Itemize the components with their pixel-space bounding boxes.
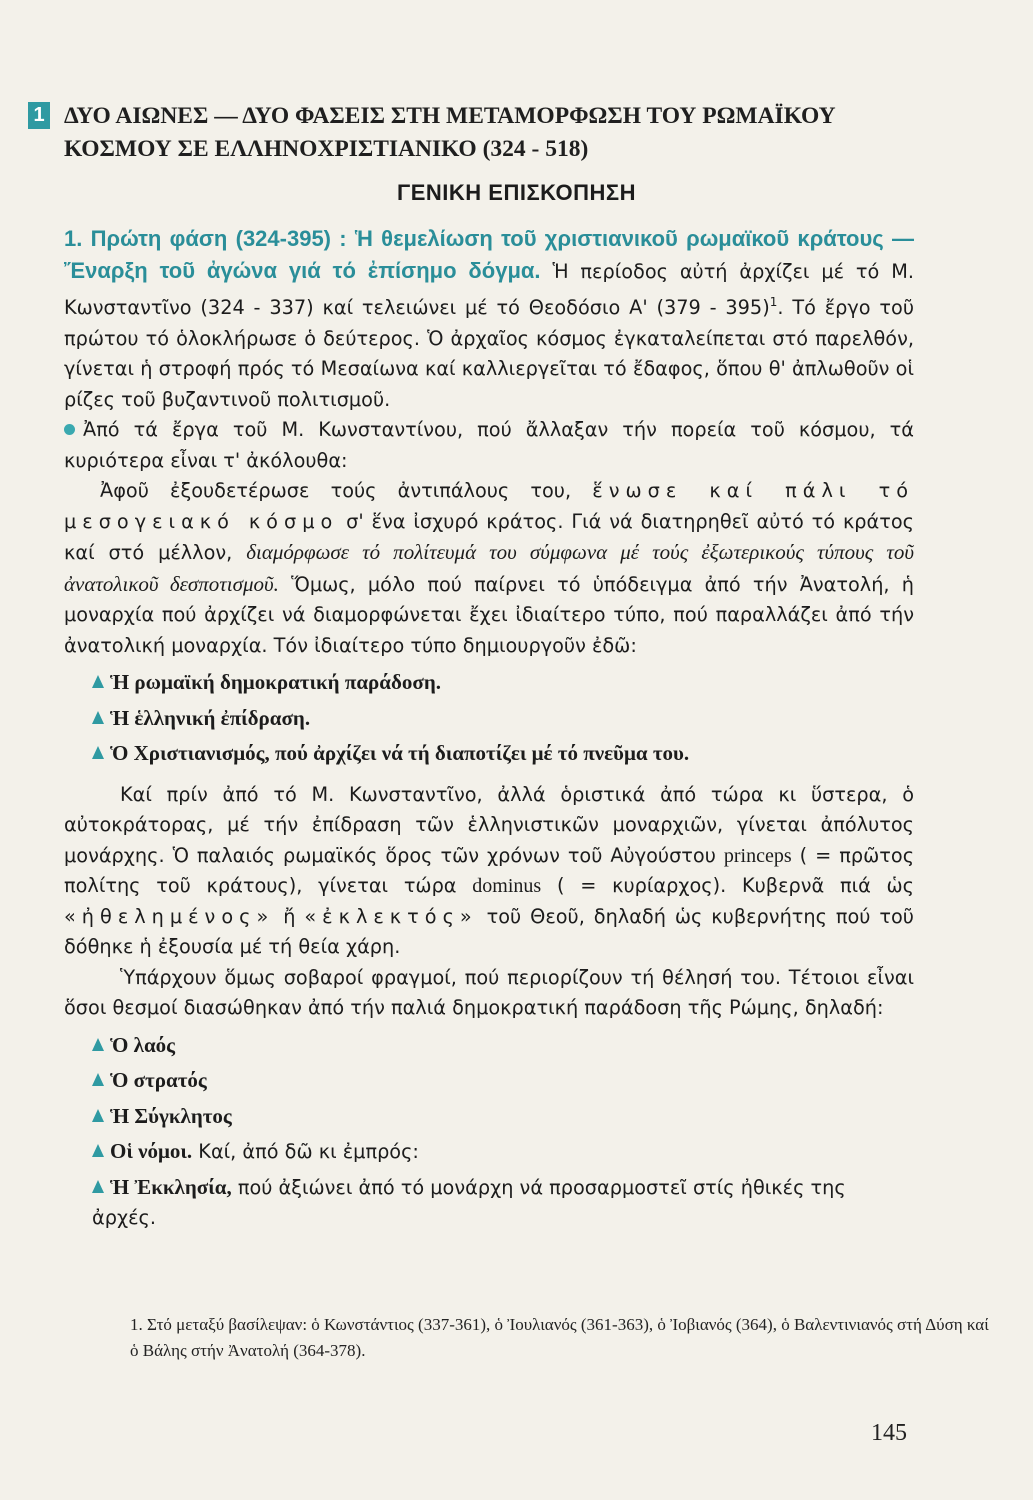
triangle-bullet-icon [92,1109,104,1122]
works-text-b: σ' ἕνα ἰσχυρό κράτος. Γιά νά διατηρηθεῖ αὐτό τό κράτος καί στό μέλλον, [64,509,914,564]
princeps-term: princeps [723,844,792,867]
works-italic-text: διαμόρφωσε τό πολίτευμά του σύμφωνα μέ τούς ἐξωτερικούς τύπους τοῦ ἀνατολικοῦ δεσποτισμοῦ. [64,540,914,596]
list-item: Οἱ νόμοι. Καί, ἀπό δῶ κι ἐμπρός: [64,1136,914,1168]
chapter-title-line2: ΚΟΣΜΟΥ ΣΕ ΕΛΛΗΝΟΧΡΙΣΤΙΑΝΙΚΟ (324 - 518) [64,136,589,162]
triangle-bullet-icon [92,1180,104,1193]
footnote-text: Στό μεταξύ βασίλεψαν: ὁ Κωνστάντιος (337-361), ὁ Ἰουλιανός (361-363), ὁ Ἰοβιανός (364), ὁ Βαλεντινιανός στή Δύση καί ὁ Βάλης στήν Ἀνατολή (364-378). [130,1315,989,1360]
page-number: 145 [871,1420,907,1446]
barriers-paragraph: Ὑπάρχουν ὅμως σοβαροί φραγμοί, πού περιορίζουν τή θέλησή του. Τέτοιοι εἶναι ὅσοι θεσμοί διασώθηκαν ἀπό τήν παλιά δημοκρατική παράδοση τῆς Ρώμης, δηλαδή: [64,965,914,1019]
works-paragraph [64,476,914,661]
triangle-bullet-icon [92,1073,104,1086]
footnote-reference: 1 [769,295,778,309]
barriers-list [64,1030,914,1234]
footnote [80,1312,990,1364]
chosen-term-1: «ἠθελημένος» [64,904,275,928]
list-item: Ἡ Ἐκκλησία, πού ἀξιώνει ἀπό τό μονάρχη νά προσαρμοστεῖ στίς ἠθικές της ἀρχές. [92,1174,846,1229]
phase1-heading: 1. Πρώτη φάση (324-395) : [64,226,347,251]
dominus-term: dominus [472,875,542,897]
section-heading: ΓΕΝΙΚΗ ΕΠΙΣΚΟΠΗΣΗ [396,180,637,205]
list-item: Ἡ Σύγκλητος [64,1101,914,1133]
or-word: ἤ [283,904,296,928]
body-text [64,224,914,1238]
triangle-bullet-icon [92,1038,104,1051]
list-item: Ὁ λαός [64,1030,914,1062]
triangle-bullet-icon [92,746,104,759]
triangle-bullet-icon [92,1144,104,1157]
works-text-c: Ὅμως, μόλο πού παίρνει τό ὑπόδειγμα ἀπό τήν Ἀνατολή, ἡ μοναρχία πού ἀρχίζει νά διαμορφώνεται ἔχει ἰδιαίτερο τύπο, πού παραλλάζει ἀπό τήν ἀνατολική μοναρχία. Τόν ἰδιαίτερο τύπο δημιουργοῦν ἐδῶ: [64,572,914,657]
phase1-intro-a: Ἡ περίοδος αὐτή ἀρχίζει μέ τό Μ. Κωνσταντῖνο (324 - 337) καί τελειώνει μέ τό Θεοδόσιο Α' (379 - 395) [64,259,914,319]
emperor-paragraph [64,780,914,963]
chosen-term-2: «ἐκλεκτός» [304,904,478,928]
list-item: Ὁ Χριστιανισμός, πού ἀρχίζει νά τή διαποτίζει μέ τό πνεῦμα του. [64,738,914,770]
triangle-bullet-icon [92,711,104,724]
emperor-text-c: ( = κυρίαρχος). Κυβερνᾶ πιά ὡς [556,874,914,897]
emperor-text-b: ( = πρῶτος πολίτης τοῦ κράτους), γίνεται τώρα [64,843,915,897]
chapter-title-line1: ΔΥΟ ΑΙΩΝΕΣ — ΔΥΟ ΦΑΣΕΙΣ ΣΤΗ ΜΕΤΑΜΟΡΦΩΣΗ ΤΟΥ ΡΩΜΑΪΚΟΥ [64,103,836,129]
chapter-title [64,100,944,166]
triangle-bullet-icon [92,675,104,688]
emperor-text-d: τοῦ Θεοῦ, δηλαδή ὡς κυβερνήτης πού τοῦ δόθηκε ἡ ἐξουσία μέ τή θεία χάρη. [64,904,914,958]
list-item: Ὁ στρατός [64,1065,914,1097]
works-text-a: Ἀφοῦ ἐξουδετέρωσε τούς ἀντιπάλους του, [100,479,572,502]
influences-list [64,667,914,770]
phase1-paragraph [64,224,914,415]
works-intro: Ἀπό τά ἔργα τοῦ Μ. Κωνσταντίνου, πού ἄλλαξαν τήν πορεία τοῦ κόσμου, τά κυριότερα εἶναι τ' ἀκόλουθα: [64,418,914,472]
phase1-intro-b: . Τό ἔργο τοῦ πρώτου τό ὁλοκλήρωσε ὁ δεύτερος. Ὁ ἀρχαῖος κόσμος ἐγκαταλείπεται στό παρελθόν, γίνεται ἡ στροφή πρός τό Μεσαίωνα καί καλλιεργεῖται τό ἔδαφος, ὅπου θ' ἀπλωθοῦν οἱ ρίζες τοῦ βυζαντινοῦ πολιτισμοῦ. [64,296,914,411]
phase1-subheading: Ἡ θεμελίωση τοῦ χριστιανικοῦ ρωμαϊκοῦ κράτους — Ἔναρξη τοῦ ἀγώνα γιά τό ἐπίσημο δόγμα. [64,226,914,283]
works-spaced-text: ἕνωσε καί πάλι τό μεσογειακό κόσμο [64,479,914,533]
works-intro-paragraph [64,415,914,476]
bullet-dot-icon [64,424,75,435]
emperor-text-a: Καί πρίν ἀπό τό Μ. Κωνσταντῖνο, ἀλλά ὁριστικά ἀπό τώρα κι ὕστερα, ὁ αὐτοκράτορας, μέ τήν ἐπίδραση τῶν ἑλληνιστικῶν μοναρχιῶν, γίνεται ἀπόλυτος μονάρχης. Ὁ παλαιός ρωμαϊκός ὅρος τῶν χρόνων τοῦ Αὐγούστου [64,782,914,867]
list-item: Ἡ ρωμαϊκή δημοκρατική παράδοση. [64,667,914,699]
footnote-number: 1. [130,1315,143,1334]
chapter-number-badge: 1 [28,102,50,129]
list-item: Ἡ ἑλληνική ἐπίδραση. [64,703,914,735]
